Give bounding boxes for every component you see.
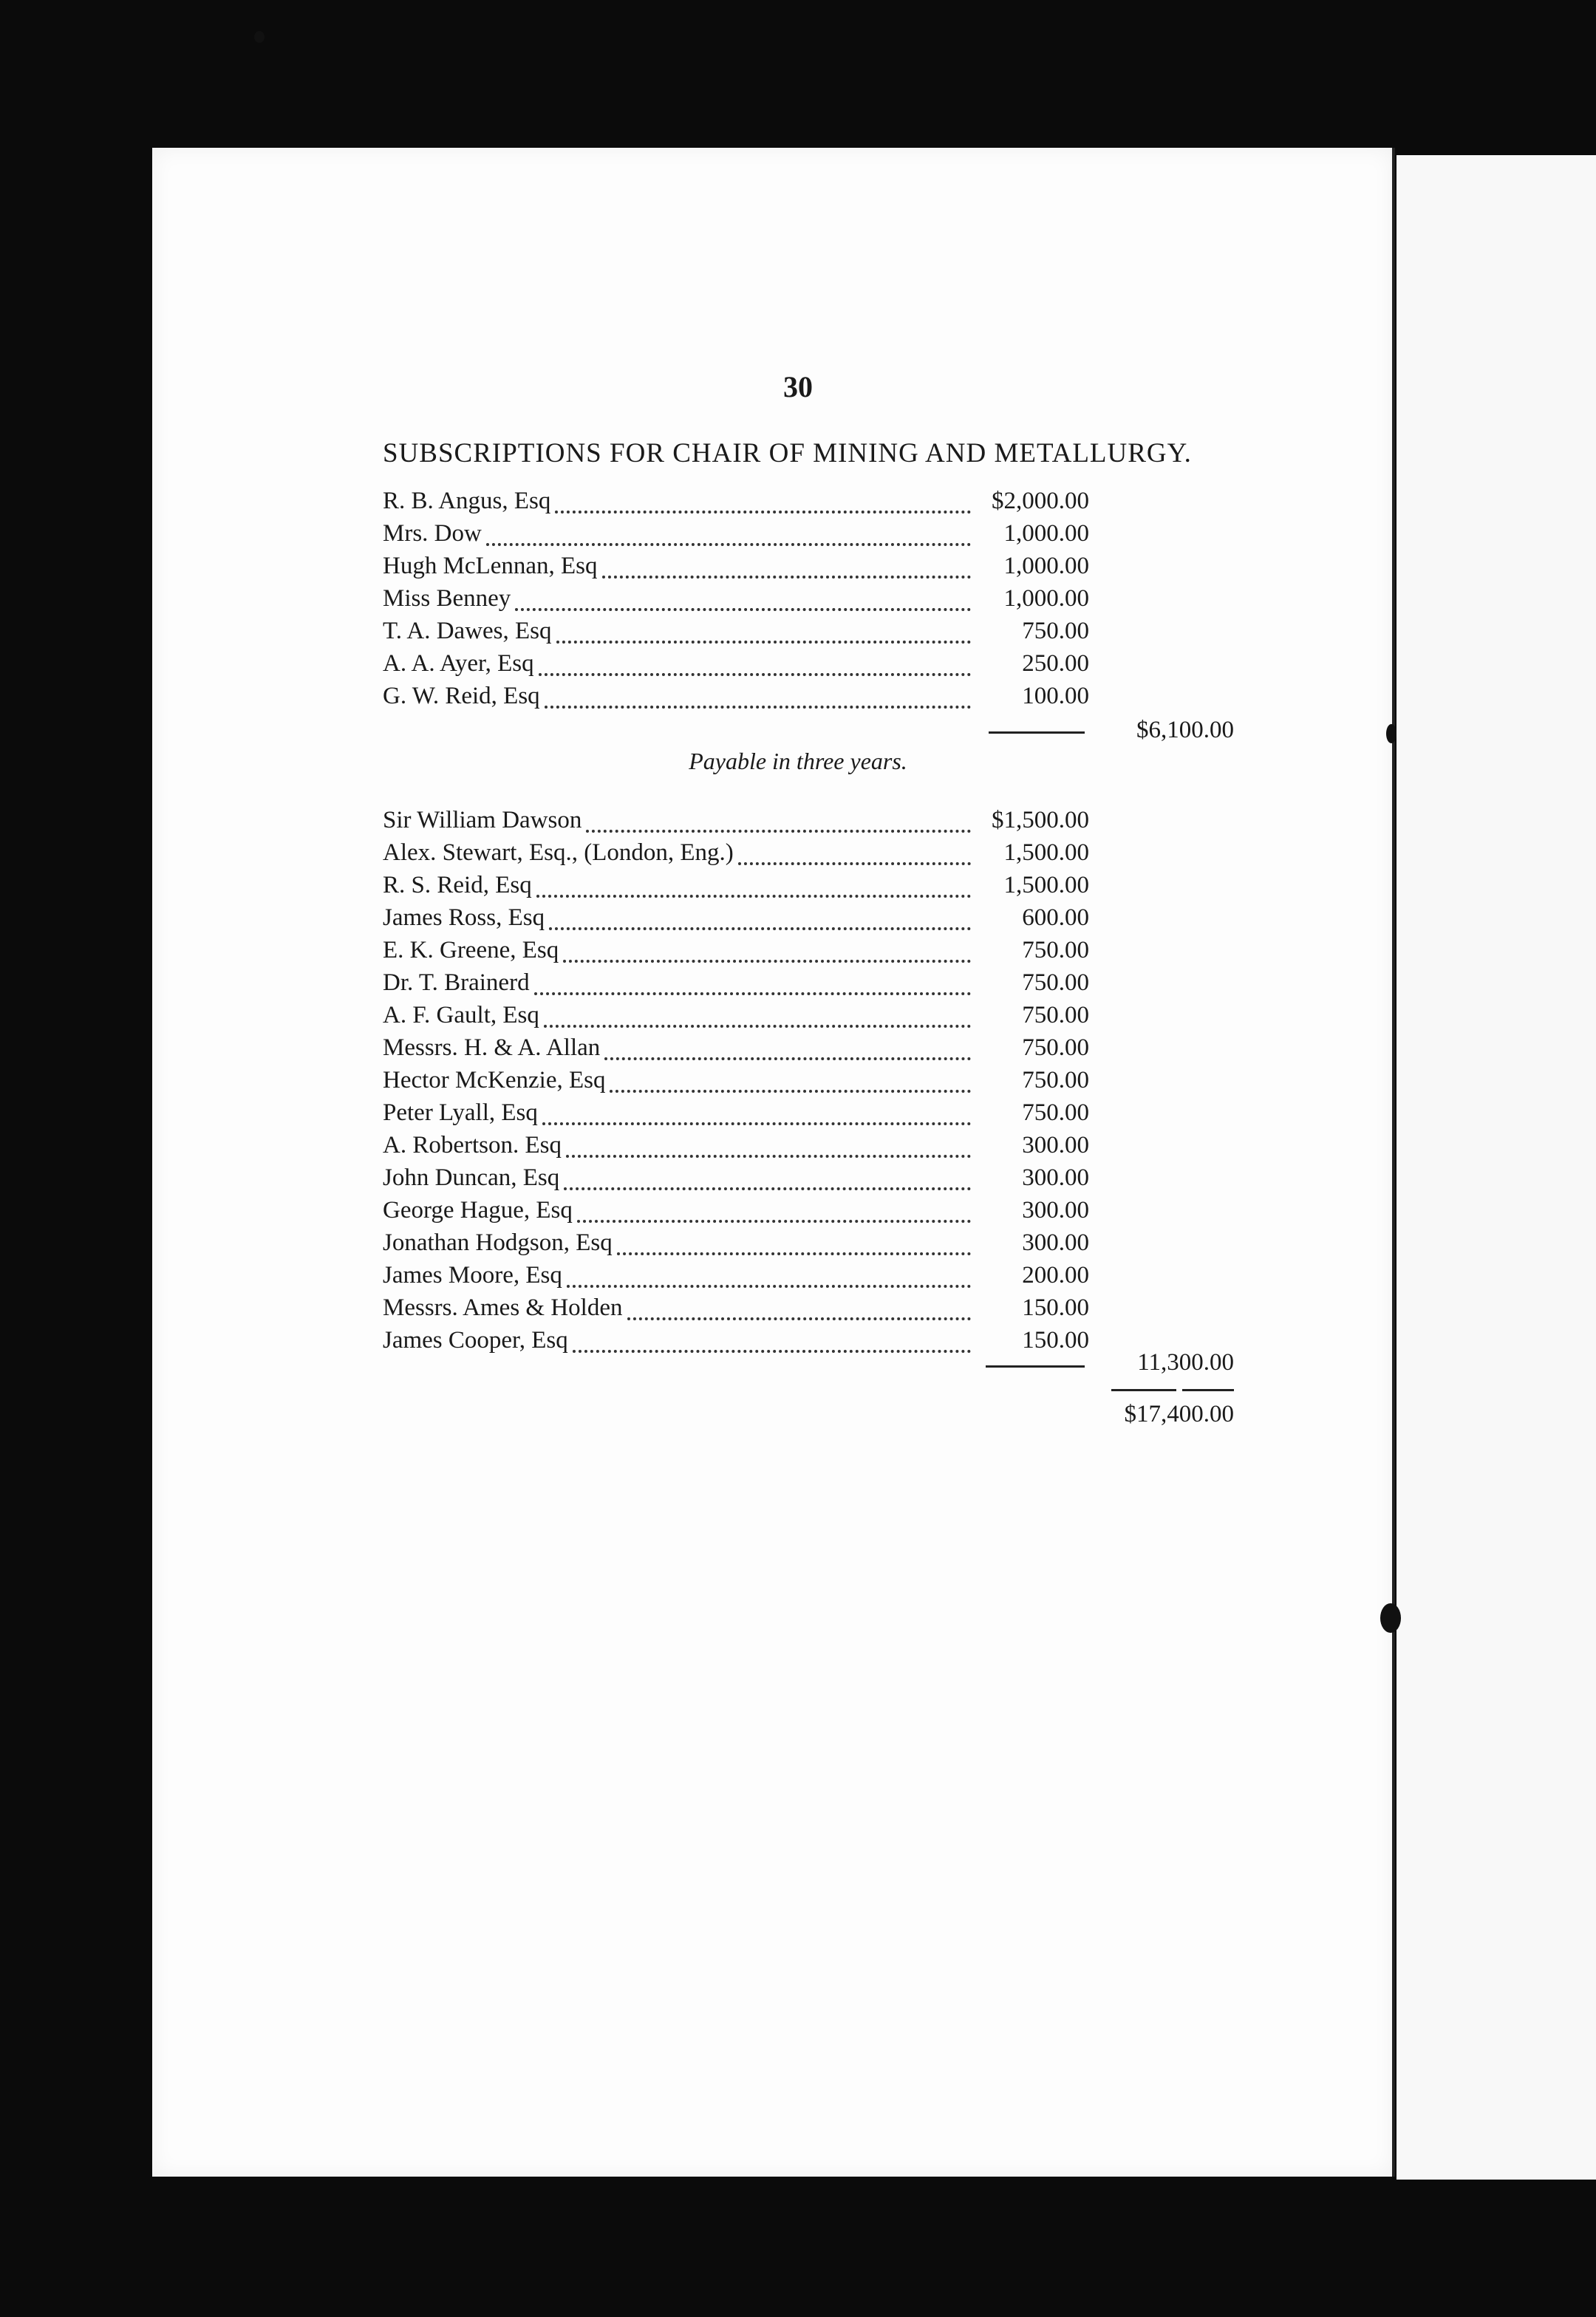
subscription-amount: 750.00 bbox=[1022, 969, 1089, 996]
dust-speck bbox=[1380, 1603, 1401, 1633]
leader-dots bbox=[539, 648, 971, 676]
subscription-amount: 750.00 bbox=[1022, 1002, 1089, 1028]
subscriber-name: E. K. Greene, Esq bbox=[383, 937, 559, 963]
subscription-row bbox=[383, 1067, 1089, 1099]
subscription-row bbox=[383, 1294, 1089, 1327]
subscriber-name: John Duncan, Esq bbox=[383, 1164, 560, 1191]
subscription-amount: 100.00 bbox=[1022, 683, 1089, 709]
leader-dots bbox=[610, 1065, 971, 1093]
subscription-amount: 750.00 bbox=[1022, 1067, 1089, 1093]
total-rule-left bbox=[1111, 1389, 1176, 1391]
subscriber-name: G. W. Reid, Esq bbox=[383, 683, 540, 709]
leader-dots bbox=[564, 1162, 971, 1190]
subscription-row bbox=[383, 1002, 1089, 1034]
subscriber-name: Jonathan Hodgson, Esq bbox=[383, 1229, 613, 1256]
subscription-amount: $2,000.00 bbox=[992, 488, 1089, 514]
page-number: 30 bbox=[783, 370, 813, 403]
page-heading: SUBSCRIPTIONS FOR CHAIR OF MINING AND METALLURGY. bbox=[383, 438, 1192, 468]
leader-dots bbox=[577, 1195, 971, 1223]
leader-dots bbox=[602, 550, 971, 579]
subscription-row bbox=[383, 937, 1089, 969]
subscriber-name: Sir William Dawson bbox=[383, 807, 582, 833]
leader-dots bbox=[563, 935, 971, 963]
group2-total: 11,300.00 bbox=[1137, 1349, 1234, 1376]
subscriber-name: R. S. Reid, Esq bbox=[383, 872, 532, 898]
subscription-amount: 1,000.00 bbox=[1003, 585, 1089, 612]
leader-dots bbox=[567, 1260, 971, 1288]
subscription-amount: 600.00 bbox=[1022, 904, 1089, 931]
subscriber-name: Mrs. Dow bbox=[383, 520, 482, 547]
facing-page bbox=[1396, 155, 1596, 2180]
leader-dots bbox=[604, 1032, 971, 1060]
subscriber-name: A. Robertson. Esq bbox=[383, 1132, 562, 1158]
subscription-amount: 1,500.00 bbox=[1003, 839, 1089, 866]
subscription-amount: 750.00 bbox=[1022, 1099, 1089, 1126]
subscriber-name: A. F. Gault, Esq bbox=[383, 1002, 539, 1028]
subscriber-name: T. A. Dawes, Esq bbox=[383, 618, 552, 644]
subscriber-name: Miss Benney bbox=[383, 585, 511, 612]
subscriber-name: R. B. Angus, Esq bbox=[383, 488, 551, 514]
subscription-row bbox=[383, 1164, 1089, 1197]
leader-dots bbox=[617, 1227, 971, 1255]
subscriber-name: Messrs. H. & A. Allan bbox=[383, 1034, 601, 1061]
leader-dots bbox=[586, 805, 971, 833]
leader-dots bbox=[545, 680, 971, 709]
subscriber-name: James Cooper, Esq bbox=[383, 1327, 568, 1354]
subscription-amount: 750.00 bbox=[1022, 1034, 1089, 1061]
leader-dots bbox=[536, 870, 971, 898]
subscriber-name: Alex. Stewart, Esq., (London, Eng.) bbox=[383, 839, 734, 866]
leader-dots bbox=[627, 1292, 972, 1320]
total-rule-right bbox=[1182, 1389, 1234, 1391]
subscription-amount: 1,500.00 bbox=[1003, 872, 1089, 898]
subscription-row bbox=[383, 1197, 1089, 1229]
group1-total: $6,100.00 bbox=[1136, 717, 1234, 743]
payment-note: Payable in three years. bbox=[689, 748, 907, 774]
leader-dots bbox=[556, 615, 971, 644]
leader-dots bbox=[566, 1130, 971, 1158]
subscription-amount: 300.00 bbox=[1022, 1132, 1089, 1158]
leader-dots bbox=[549, 902, 971, 930]
leader-dots bbox=[555, 485, 971, 513]
subscriber-name: George Hague, Esq bbox=[383, 1197, 573, 1224]
leader-dots bbox=[534, 967, 971, 995]
subscriber-name: Messrs. Ames & Holden bbox=[383, 1294, 623, 1321]
dust-speck bbox=[254, 31, 265, 43]
subscriber-name: Dr. T. Brainerd bbox=[383, 969, 530, 996]
subscriber-name: Hugh McLennan, Esq bbox=[383, 553, 598, 579]
subscriber-name: James Ross, Esq bbox=[383, 904, 545, 931]
subscriber-name: A. A. Ayer, Esq bbox=[383, 650, 534, 677]
subscription-amount: 300.00 bbox=[1022, 1229, 1089, 1256]
subscription-row bbox=[383, 904, 1089, 937]
subscriber-name: Peter Lyall, Esq bbox=[383, 1099, 538, 1126]
subscription-row bbox=[383, 1132, 1089, 1164]
dust-speck bbox=[1386, 724, 1396, 743]
subscription-row bbox=[383, 488, 1089, 520]
subscription-amount: 750.00 bbox=[1022, 618, 1089, 644]
subscription-row bbox=[383, 1099, 1089, 1132]
leader-dots bbox=[573, 1325, 971, 1353]
subscription-amount: 300.00 bbox=[1022, 1197, 1089, 1224]
subscription-row bbox=[383, 618, 1089, 650]
leader-dots bbox=[542, 1097, 971, 1125]
leader-dots bbox=[515, 583, 971, 611]
subscription-amount: 1,000.00 bbox=[1003, 553, 1089, 579]
subscriber-name: Hector McKenzie, Esq bbox=[383, 1067, 606, 1093]
subscription-amount: 750.00 bbox=[1022, 937, 1089, 963]
subscription-row bbox=[383, 585, 1089, 618]
page-gutter bbox=[1392, 148, 1395, 2177]
subscription-row bbox=[383, 1262, 1089, 1294]
subscription-row bbox=[383, 872, 1089, 904]
subscription-row bbox=[383, 520, 1089, 553]
subscription-row bbox=[383, 553, 1089, 585]
sum-rule-2 bbox=[986, 1365, 1085, 1368]
subscription-row bbox=[383, 1327, 1089, 1359]
subscription-row bbox=[383, 839, 1089, 872]
leader-dots bbox=[544, 1000, 971, 1028]
subscription-amount: 200.00 bbox=[1022, 1262, 1089, 1289]
subscription-amount: 1,000.00 bbox=[1003, 520, 1089, 547]
subscription-amount: 300.00 bbox=[1022, 1164, 1089, 1191]
leader-dots bbox=[738, 837, 971, 865]
sum-rule-1 bbox=[989, 731, 1085, 734]
subscription-row bbox=[383, 807, 1089, 839]
subscription-row bbox=[383, 683, 1089, 715]
leader-dots bbox=[486, 518, 971, 546]
subscription-row bbox=[383, 1229, 1089, 1262]
subscriber-name: James Moore, Esq bbox=[383, 1262, 562, 1289]
subscription-amount: 150.00 bbox=[1022, 1327, 1089, 1354]
grand-total: $17,400.00 bbox=[1124, 1401, 1234, 1427]
subscription-amount: 150.00 bbox=[1022, 1294, 1089, 1321]
subscription-row bbox=[383, 650, 1089, 683]
subscription-amount: $1,500.00 bbox=[992, 807, 1089, 833]
subscription-row bbox=[383, 969, 1089, 1002]
subscription-amount: 250.00 bbox=[1022, 650, 1089, 677]
subscription-row bbox=[383, 1034, 1089, 1067]
